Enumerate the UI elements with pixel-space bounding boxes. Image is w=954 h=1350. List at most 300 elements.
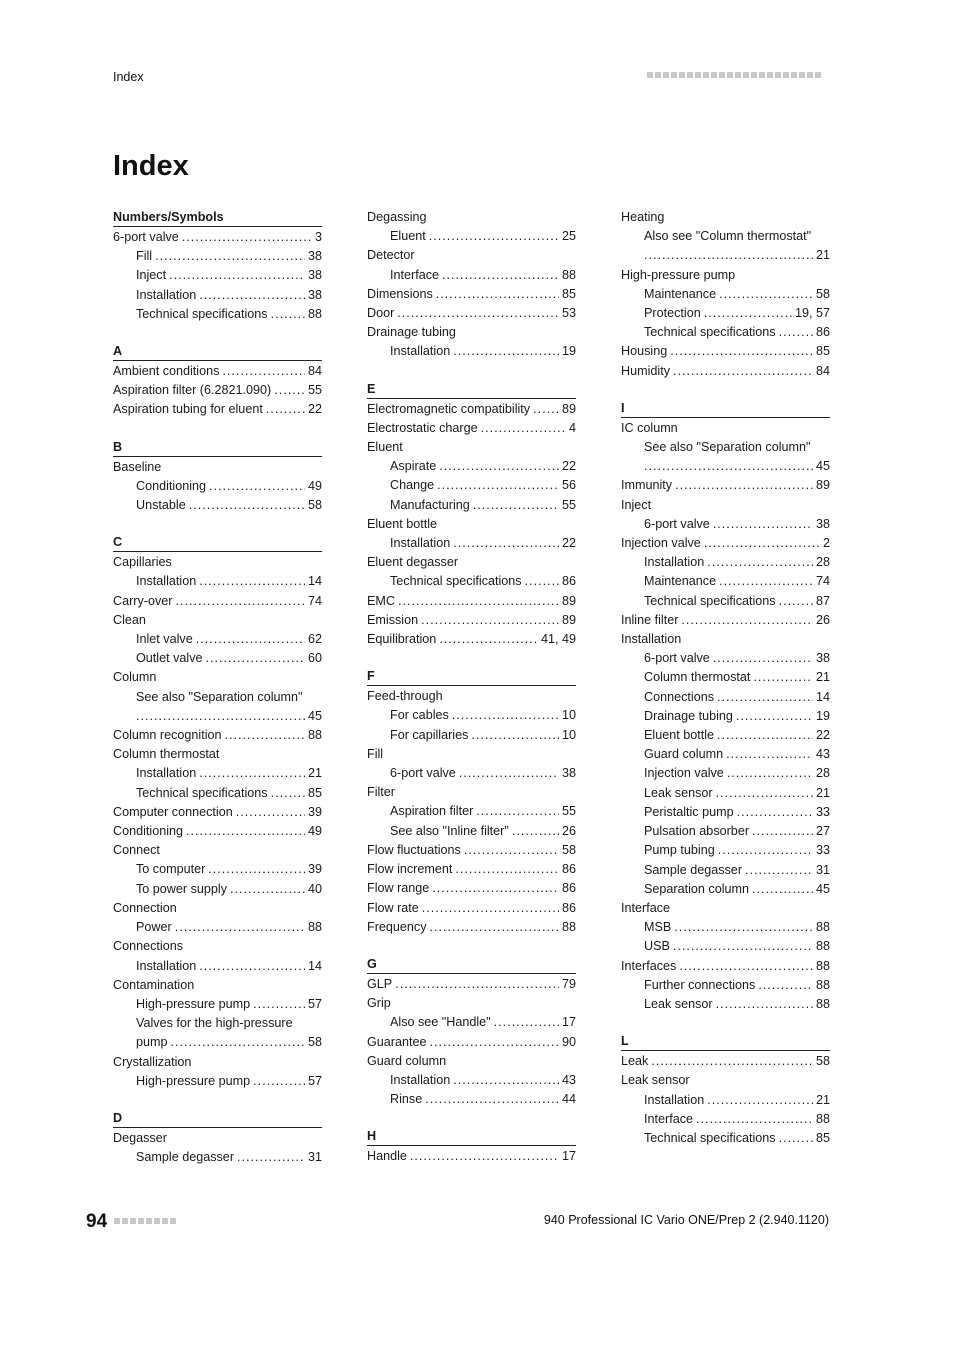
index-subentry [621,304,830,323]
entry-label: Computer connection [113,804,233,819]
index-entry [367,1052,576,1071]
index-subentry [367,266,576,285]
entry-label: Also see "Handle" [390,1015,491,1030]
page-reference: 74 [307,593,322,608]
index-section [367,1127,576,1166]
entry-label: Conditioning [113,824,184,839]
entry-label: Humidity [621,363,670,378]
entry-label: Guard column [644,747,724,762]
entry-label: See also "Inline filter" [390,823,509,838]
entry-label: Connect [113,843,160,858]
page-reference: 38 [815,651,830,666]
page-reference: 89 [561,401,576,416]
page-reference: 89 [561,612,576,627]
index-section [367,955,576,1109]
dot-leader [439,457,559,476]
page-reference: 88 [815,958,830,973]
decor-square [679,72,685,78]
index-entry [367,285,576,304]
entry-label: Leak sensor [621,1073,690,1088]
index-subentry [621,227,830,246]
dot-leader [726,745,813,764]
index-subentry [621,438,830,457]
index-entry [113,381,322,400]
index-subentry [113,649,322,668]
index-entry [367,841,576,860]
page-reference: 21 [815,785,830,800]
entry-label: Eluent degasser [367,555,459,570]
index-subentry [113,630,322,649]
dot-leader [674,918,813,937]
index-subentry [113,496,322,515]
entry-label: Clean [113,612,146,627]
decor-square [170,1218,176,1224]
decor-square [655,72,661,78]
entry-label: Degasser [113,1130,167,1145]
page-reference: 25 [561,229,576,244]
dot-leader [206,649,305,668]
index-subentry [621,822,830,841]
index-entry [113,803,322,822]
page-reference: 41, 49 [540,632,576,647]
index-subentry [621,784,830,803]
index-subentry [621,803,830,822]
index-entry [367,1033,576,1052]
dot-leader [155,247,305,266]
dot-leader [651,1052,813,1071]
dot-leader [459,764,559,783]
decor-square [162,1218,168,1224]
index-subentry [113,880,322,899]
section-heading: I [621,399,830,418]
entry-label: To computer [136,862,206,877]
entry-label: Installation [644,1092,705,1107]
index-subentry [621,649,830,668]
dot-leader [779,1129,813,1148]
page-reference: 88 [815,977,830,992]
dot-leader [707,553,813,572]
index-subentry [621,976,830,995]
index-entry [113,726,322,745]
entry-label: See also "Separation column" [644,440,811,455]
page-reference: 10 [561,708,576,723]
decor-square [807,72,813,78]
dot-leader [410,1147,559,1166]
dot-leader [716,784,813,803]
index-entry [113,976,322,995]
page-reference: 58 [307,1035,322,1050]
page-reference: 86 [561,862,576,877]
entry-label: Leak sensor [644,996,713,1011]
dot-leader [727,764,813,783]
index-subentry [367,802,576,821]
entry-label: Technical specifications [136,306,268,321]
entry-label: Sample degasser [644,862,743,877]
dot-leader [253,995,305,1014]
entry-label: Ambient conditions [113,364,220,379]
index-entry [621,496,830,515]
page-reference: 90 [561,1034,576,1049]
index-subentry [367,726,576,745]
dot-leader [670,342,813,361]
page-reference: 88 [561,267,576,282]
index-entry [367,515,576,534]
index-subentry [113,957,322,976]
index-entry [367,745,576,764]
index-entry [621,362,830,381]
index-section [367,667,576,937]
dot-leader [673,362,813,381]
entry-label: Degassing [367,210,427,224]
page-reference: 2 [822,536,830,551]
dot-leader [186,822,305,841]
entry-label: Drainage tubing [644,708,733,723]
index-entry [621,342,830,361]
page-reference: 85 [307,785,322,800]
dot-leader [719,285,813,304]
section-heading: C [113,533,322,552]
entry-label: Inline filter [621,612,679,627]
entry-label: Maintenance [644,574,717,589]
entry-label: Aspiration filter (6.2821.090) [113,383,272,398]
dot-leader [182,228,312,247]
page-reference: 31 [815,862,830,877]
entry-label: Detector [367,248,415,263]
index-entry [113,822,322,841]
page-reference: 33 [815,843,830,858]
entry-label: Flow rate [367,900,419,915]
dot-leader [230,880,305,899]
index-entry [367,400,576,419]
index-subentry [621,995,830,1014]
decor-square [727,72,733,78]
page-reference: 39 [307,862,322,877]
entry-label: Installation [136,958,197,973]
page-number: 94 [86,1211,108,1232]
dot-leader [430,1033,559,1052]
index-subentry [113,707,322,726]
dot-leader [644,246,813,265]
dot-leader [208,860,305,879]
index-section [621,1032,830,1148]
index-subentry [621,707,830,726]
entry-label: Interface [621,900,671,915]
entry-label: Pump tubing [644,843,715,858]
dot-leader [696,1110,813,1129]
entry-label: Eluent bottle [644,728,715,743]
page-reference: 79 [561,976,576,991]
entry-label: Inject [621,497,652,512]
dot-leader [704,304,792,323]
index-section [113,533,322,1091]
index-entry [367,687,576,706]
running-head: Index [113,70,144,84]
index-entry [113,745,322,764]
entry-label: Filter [367,785,395,800]
page-reference: 21 [307,766,322,781]
index-subentry [113,286,322,305]
page-reference: 14 [307,958,322,973]
decor-square [735,72,741,78]
index-subentry [621,668,830,687]
index-entry [621,630,830,649]
entry-label: Interface [644,1111,694,1126]
dot-leader [199,764,305,783]
dot-leader [175,592,305,611]
index-subentry [113,764,322,783]
index-entry [367,994,576,1013]
entry-label: For cables [390,708,449,723]
index-subentry [367,764,576,783]
dot-leader [779,592,813,611]
entry-label: Carry-over [113,593,173,608]
page-reference: 89 [561,593,576,608]
page-reference: 43 [815,747,830,762]
dot-leader [737,803,813,822]
section-heading: D [113,1109,322,1128]
entry-label: Flow fluctuations [367,842,461,857]
entry-label: Crystallization [113,1054,192,1069]
decor-square [775,72,781,78]
index-subentry [367,534,576,553]
page-reference: 21 [815,248,830,263]
dot-leader [453,534,559,553]
page-reference: 88 [815,920,830,935]
page-reference: 86 [561,881,576,896]
entry-label: Fill [136,249,153,264]
page-reference: 22 [561,459,576,474]
dot-leader [473,496,559,515]
entry-label: Sample degasser [136,1150,235,1165]
page-reference: 28 [815,555,830,570]
entry-label: Grip [367,996,391,1011]
entry-label: Feed-through [367,689,443,704]
dot-leader [713,649,813,668]
dot-leader [199,572,305,591]
section-heading: A [113,342,322,361]
entry-label: Baseline [113,459,162,474]
entry-label: To power supply [136,881,228,896]
dot-leader [425,1090,559,1109]
index-subentry [367,342,576,361]
decor-square [711,72,717,78]
decor-square [751,72,757,78]
entry-label: IC column [621,420,678,435]
entry-label: Aspirate [390,459,437,474]
dot-leader [175,918,305,937]
page-reference: 88 [307,728,322,743]
dot-leader [199,957,305,976]
index-subentry [113,477,322,496]
dot-leader [439,630,538,649]
page-reference: 57 [307,996,322,1011]
index-subentry [113,860,322,879]
dot-leader [430,918,559,937]
section-heading: G [367,955,576,974]
index-subentry [113,918,322,937]
dot-leader [199,286,305,305]
entry-label: Interfaces [621,958,677,973]
dot-leader [429,227,559,246]
page-reference: 28 [815,766,830,781]
index-subentry [367,572,576,591]
page-reference: 87 [815,593,830,608]
entry-label: Heating [621,210,665,224]
dot-leader [752,822,813,841]
entry-label: Technical specifications [644,593,776,608]
page-reference: 19 [561,344,576,359]
index-subentry [621,515,830,534]
dot-leader [209,477,305,496]
index-subentry [113,995,322,1014]
page-reference: 39 [307,804,322,819]
dot-leader [512,822,559,841]
entry-label: Flow increment [367,862,453,877]
entry-label: Further connections [644,977,756,992]
index-section [113,342,322,420]
decor-square [154,1218,160,1224]
dot-leader [679,957,813,976]
entry-label: 6-port valve [390,766,456,781]
entry-label: High-pressure pump [136,1073,251,1088]
dot-leader [707,1091,813,1110]
index-entry [367,246,576,265]
entry-label: Dimensions [367,286,433,301]
page-reference: 88 [561,919,576,934]
entry-label: Technical specifications [136,785,268,800]
dot-leader [476,802,559,821]
dot-leader [271,305,305,324]
dot-leader [395,975,559,994]
entry-label: Peristaltic pump [644,804,734,819]
page-reference: 19, 57 [794,306,830,321]
page-reference: 33 [815,804,830,819]
page-reference: 17 [561,1149,576,1164]
page-reference: 86 [561,574,576,589]
page-reference: 38 [815,516,830,531]
entry-label: Pulsation absorber [644,824,750,839]
document-title: 940 Professional IC Vario ONE/Prep 2 (2.940.1120) [543,1213,829,1227]
entry-label: 6-port valve [113,230,179,244]
page-reference: 14 [815,689,830,704]
page-reference: 49 [307,824,322,839]
dot-leader [271,784,305,803]
index-section [367,380,576,650]
entry-label: Manufacturing [390,497,470,512]
entry-label: Installation [390,344,451,359]
index-subentry [621,285,830,304]
entry-label: Column recognition [113,728,222,743]
dot-leader [719,572,813,591]
index-subentry [367,496,576,515]
page-reference: 88 [307,920,322,935]
entry-label: Technical specifications [644,1130,776,1145]
entry-label: Fill [367,746,384,761]
page-reference: 58 [815,1054,830,1069]
dot-leader [675,476,813,495]
index-subentry [367,457,576,476]
dot-leader [453,1071,559,1090]
index-subentry [621,572,830,591]
page-reference: 26 [815,612,830,627]
page-reference: 38 [307,268,322,283]
index-entry [367,323,576,342]
index-subentry [621,937,830,956]
index-subentry [621,592,830,611]
dot-leader [673,937,813,956]
page-reference: 21 [815,1092,830,1107]
entry-label: Outlet valve [136,651,203,666]
index-section [113,1109,322,1167]
dot-leader [196,630,305,649]
index-entry [113,400,322,419]
entry-label: Technical specifications [644,325,776,340]
entry-label: pump [136,1035,168,1050]
index-section [113,438,322,516]
entry-label: Flow range [367,881,430,896]
dot-leader [533,400,559,419]
page-reference: 74 [815,574,830,589]
entry-label: Conditioning [136,478,207,493]
entry-label: Valves for the high-pressure [136,1016,293,1031]
page-reference: 88 [815,996,830,1011]
page-reference: 55 [561,497,576,512]
index-entry [113,841,322,860]
entry-label: Power [136,920,172,935]
index-entry [621,611,830,630]
entry-label: Connections [113,939,184,954]
entry-label: Separation column [644,881,750,896]
page-reference: 45 [815,459,830,474]
page-reference: 56 [561,478,576,493]
index-entry [621,266,830,285]
dot-leader [717,688,813,707]
entry-label: Leak [621,1054,649,1069]
index-entry [367,879,576,898]
entry-label: High-pressure pump [621,267,736,282]
page-reference: 53 [561,306,576,321]
dot-leader [253,1072,305,1091]
decor-square [759,72,765,78]
index-subentry [113,247,322,266]
index-subentry [621,745,830,764]
index-subentry [621,841,830,860]
header-decoration [647,72,821,78]
index-entry [367,975,576,994]
dot-leader [704,534,820,553]
dot-leader [453,342,559,361]
index-entry [621,899,830,918]
index-entry [113,362,322,381]
decor-square [122,1218,128,1224]
section-heading: L [621,1032,830,1051]
index-subentry [113,305,322,324]
entry-label: Capillaries [113,555,172,570]
entry-label: Column thermostat [113,747,220,762]
entry-label: Equilibration [367,632,437,647]
index-entry [621,419,830,438]
index-section [113,208,322,324]
dot-leader [136,707,305,726]
index-entry [113,458,322,477]
index-subentry [621,1129,830,1148]
dot-leader [422,899,559,918]
page-reference: 22 [307,402,322,417]
index-entry [367,1147,576,1166]
entry-label: Drainage tubing [367,325,456,340]
index-entry [113,899,322,918]
entry-label: Housing [621,344,668,359]
